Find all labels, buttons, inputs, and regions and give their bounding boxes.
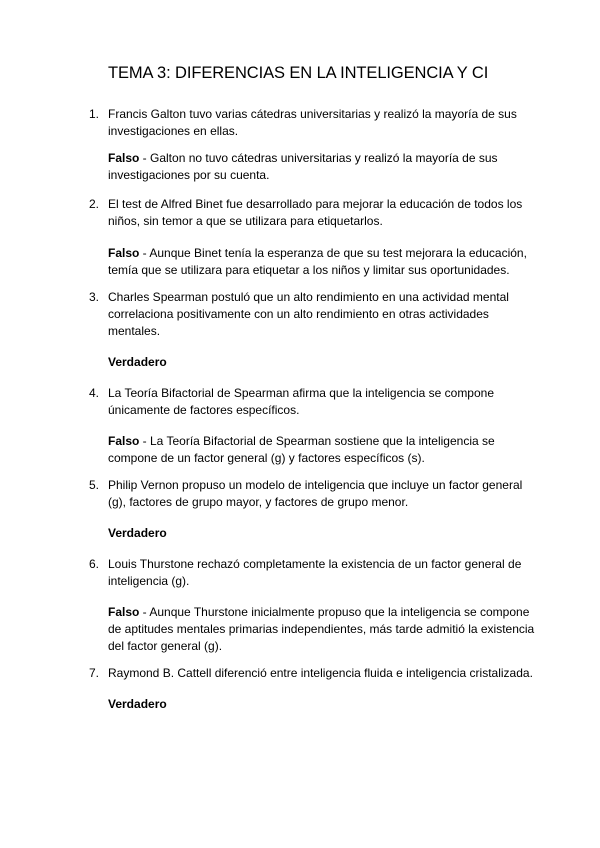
list-item <box>89 196 540 279</box>
answer-verdict: Verdadero <box>108 526 167 540</box>
answer-verdict: Verdadero <box>108 355 167 369</box>
answer-explanation: - Aunque Binet tenía la esperanza de que su test mejorara la educación, temía que se utilizara para etiquetar a los niños y limitar sus oportunidades. <box>108 246 527 277</box>
item-statement: Philip Vernon propuso un modelo de inteligencia que incluye un factor general (g), factores de grupo mayor, y factores de grupo menor. <box>108 478 523 509</box>
question-list <box>89 106 540 713</box>
answer-verdict: Verdadero <box>108 697 167 711</box>
item-statement: La Teoría Bifactorial de Spearman afirma que la inteligencia se compone únicamente de factores específicos. <box>108 386 495 417</box>
answer-verdict: Falso <box>108 246 140 260</box>
item-statement: Charles Spearman postuló que un alto rendimiento en una actividad mental correlaciona positivamente con un alto rendimiento en otras actividades mentales. <box>108 290 509 338</box>
list-item <box>89 289 540 371</box>
item-answer <box>108 354 540 371</box>
list-item <box>89 556 540 655</box>
item-statement: Louis Thurstone rechazó completamente la existencia de un factor general de inteligencia (g). <box>108 557 522 588</box>
list-item <box>89 385 540 467</box>
item-number: 7. <box>89 666 100 680</box>
answer-explanation: - Galton no tuvo cátedras universitarias y realizó la mayoría de sus investigaciones por su cuenta. <box>108 151 498 182</box>
answer-explanation: - Aunque Thurstone inicialmente propuso que la inteligencia se compone de aptitudes mentales primarias independientes, más tarde admitió la existencia del factor general (g). <box>108 605 535 653</box>
answer-verdict: Falso <box>108 151 140 165</box>
item-statement: Francis Galton tuvo varias cátedras universitarias y realizó la mayoría de sus investigaciones en ellas. <box>108 107 517 138</box>
item-answer <box>108 150 540 184</box>
item-number: 2. <box>89 197 100 211</box>
item-answer <box>108 696 540 713</box>
list-item <box>89 665 540 713</box>
item-answer <box>108 433 540 467</box>
item-answer <box>108 604 540 655</box>
item-answer <box>108 245 540 279</box>
page-title: TEMA 3: DIFERENCIAS EN LA INTELIGENCIA Y CI <box>108 64 489 82</box>
answer-explanation: - La Teoría Bifactorial de Spearman sostiene que la inteligencia se compone de un factor general (g) y factores específicos (s). <box>108 434 495 465</box>
item-number: 5. <box>89 478 100 492</box>
list-item <box>89 106 540 184</box>
list-item <box>89 477 540 542</box>
item-statement: Raymond B. Cattell diferenció entre inteligencia fluida e inteligencia cristalizada. <box>108 666 533 680</box>
item-statement: El test de Alfred Binet fue desarrollado para mejorar la educación de todos los niños, sin temor a que se utilizara para etiquetarlos. <box>108 197 523 228</box>
item-answer <box>108 525 540 542</box>
item-number: 6. <box>89 557 100 571</box>
item-number: 3. <box>89 290 100 304</box>
answer-verdict: Falso <box>108 434 140 448</box>
item-number: 4. <box>89 386 100 400</box>
answer-verdict: Falso <box>108 605 140 619</box>
item-number: 1. <box>89 107 100 121</box>
